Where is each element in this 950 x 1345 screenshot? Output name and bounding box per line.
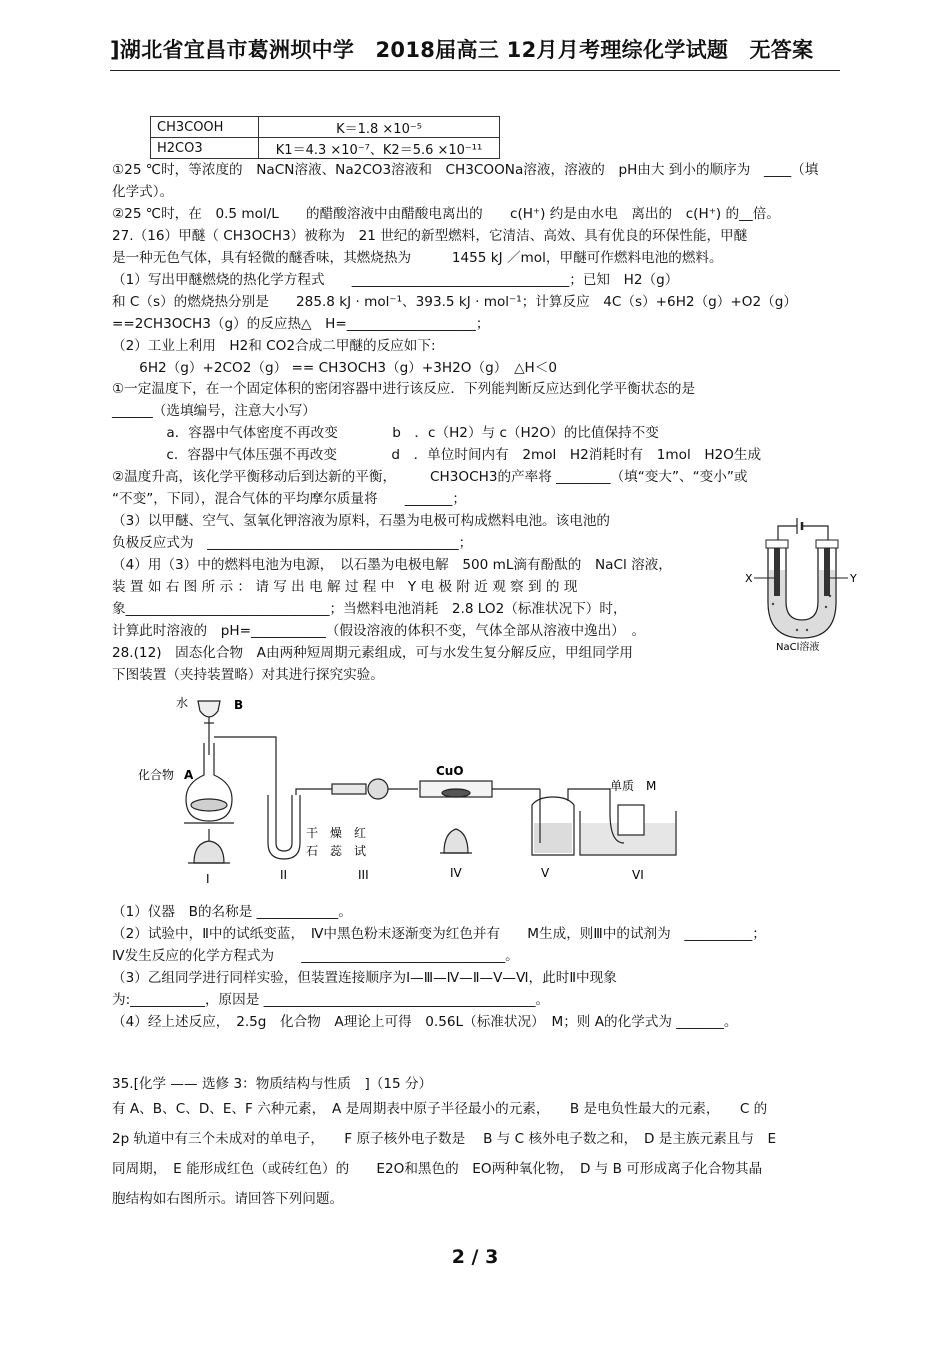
text-line: 化学式）。 [112,184,174,200]
station-label: V [541,866,550,880]
text-line: （4）经上述反应， 2.5g 化合物 A理论上可得 0.56L（标准状况） M；则 A的化学式为 _______。 [112,1014,738,1030]
text-line: c．容器中气体压强不再改变 d ．单位时间内有 2mol H2消耗时有 1mol H2O生成 [112,447,762,463]
text-line: （3）以甲醚、空气、氢氧化钾溶液为原料，石墨为电极可构成燃料电池。该电池的 [112,513,611,529]
u-tube-ii-icon [268,795,300,859]
text-line: （2）工业上利用 H2和 CO2合成二甲醚的反应如下: [112,338,436,354]
water-label: 水 [176,696,189,710]
apparatus-figure [128,693,698,893]
text-line: （3）乙组同学进行同样实验，但装置连接顺序为Ⅰ—Ⅲ—Ⅳ—Ⅱ—Ⅴ—Ⅵ，此时Ⅱ中现象 [112,970,617,986]
text-line: 有 A、B、C、D、E、F 六种元素， A 是周期表中原子半径最小的元素， B 是电负性最大的元素， C 的 [112,1101,768,1117]
text-line: 和 C（s）的燃烧热分别是 285.8 kJ · mol⁻¹、393.5 kJ · mol⁻¹；计算反应 4C（s）+6H2（g）+O2（g） [112,294,797,310]
page-header: ]湖北省宜昌市葛洲坝中学 2018届高三 12月月考理综化学试题 无答案 [110,34,840,71]
station-label: II [280,868,288,882]
text-line: 计算此时溶液的 pH=___________（假设溶液的体积不变，气体全部从溶液中逸出） 。 [112,623,646,639]
electrode-x [774,548,780,596]
a-label: A [184,768,194,782]
text-line: 6H2（g）+2CO2（g） == CH3OCH3（g）+3H2O（g） △H＜0 [112,360,558,376]
solution-label: NaCl溶液 [776,642,820,652]
text-line: ==2CH3OCH3（g）的反应热△ H=___________________； [112,316,490,332]
table-cell: H2CO3 [151,138,259,159]
collection-bottle-icon [618,805,644,835]
table-cell: K＝1.8 ×10⁻⁵ [259,117,500,138]
text-line: 27.（16）甲醚（ CH3OCH3）被称为 21 世纪的新型燃料，它清洁、高效、具有优良的环保性能，甲醚 [112,228,748,244]
text-line: a．容器中气体密度不再改变 b ．c（H2）与 c（H2O）的比值保持不变 [112,425,659,441]
drying-tube-iii-icon [332,784,366,794]
text-line: 下图装置（夹持装置略）对其进行探究实验。 [112,667,384,683]
table-row [151,117,500,138]
text-line: （1）仪器 B的名称是 ____________。 [112,904,352,920]
page-number: 2 / 3 [451,1246,499,1268]
station-label: III [358,868,369,882]
text-line: Ⅳ发生反应的化学方程式为 ______________________________。 [112,948,519,964]
table-row [151,138,500,159]
station-label: IV [450,866,462,880]
text-line: （4）用（3）中的燃料电池为电源， 以石墨为电极电解 500 mL滴有酚酞的 NaCl 溶液， [112,557,672,573]
table-cell: K1＝4.3 ×10⁻⁷、K2＝5.6 ×10⁻¹¹ [259,138,500,159]
paper-label-line: 干 燥 红 [306,826,367,840]
cuo-label: CuO [436,764,464,778]
text-line: 同周期， E 能形成红色（或砖红色）的 E2O和黑色的 EO两种氧化物， D 与 B 可形成离子化合物其晶 [112,1161,763,1177]
station-label: VI [632,868,644,882]
compound-label: 化合物 [138,768,175,782]
paper-label-line: 石 蕊 试 [306,844,367,858]
text-line: 负极反应式为 _____________________________________； [112,535,473,551]
text-line: （1）写出甲醚燃烧的热化学方程式 ________________________________；已知 H2（g） [112,272,679,288]
text-line: 胞结构如右图所示。请回答下列问题。 [112,1191,344,1207]
station-label: I [206,872,210,886]
electrode-y-label: Y [850,572,857,585]
text-line: 象______________________________；当燃料电池消耗 2.8 LO2（标准状况下）时， [112,601,627,617]
text-line: 是一种无色气体，具有轻微的醚香味，其燃烧热为 1455 kJ ／mol，甲醚可作燃料电池的燃料。 [112,250,723,266]
text-line: “不变”，下同），混合气体的平均摩尔质量将 _______； [112,491,466,507]
equilibrium-constant-table [150,116,500,159]
text-line: （2）试验中，Ⅱ中的试纸变蓝， Ⅳ中黑色粉末逐渐变为红色并有 M生成，则Ⅲ中的试剂为 __________； [112,926,766,942]
electrode-y [824,548,830,596]
text-line: 28.(12) 固态化合物 A由两种短周期元素组成，可与水发生复分解反应，甲组同学用 [112,645,634,661]
text-line: ②温度升高，该化学平衡移动后到达新的平衡， CH3OCH3的产率将 ________（填“变大”、“变小”或 [112,469,748,485]
table-cell: CH3COOH [151,117,259,138]
text-line: 装 置 如 右 图 所 示 ： 请 写 出 电 解 过 程 中 Y 电 极 附 近 观 察 到 的 现 [112,579,578,595]
alcohol-lamp-icon [194,841,224,863]
text-line: ①25 ℃时，等浓度的 NaCN溶液、Na2CO3溶液和 CH3COONa溶液，溶液的 pH由大 到小的顺序为 ____（填 [112,162,819,178]
m-label: 单质 M [610,779,657,793]
b-label: B [234,698,244,712]
text-line: ②25 ℃时，在 0.5 mol/L 的醋酸溶液中由醋酸电离出的 c(H⁺) 约是由水电 离出的 c(H⁺) 的__倍。 [112,206,780,222]
text-line: ①一定温度下，在一个固定体积的密闭容器中进行该反应．下列能判断反应达到化学平衡状态的是 [112,381,696,397]
electrolysis-u-tube-figure [742,512,862,652]
text-line: 为:___________，原因是 ________________________________________。 [112,992,550,1008]
text-line: ______（选填编号，注意大小写） [112,403,316,419]
text-line: 35.[化学 —— 选修 3：物质结构与性质 ]（15 分） [112,1076,433,1092]
electrode-x-label: X [745,572,753,585]
text-line: 2p 轨道中有三个未成对的单电子， F 原子核外电子数是 B 与 C 核外电子数之和， D 是主族元素且与 E [112,1131,777,1147]
separatory-funnel-icon [198,701,220,717]
